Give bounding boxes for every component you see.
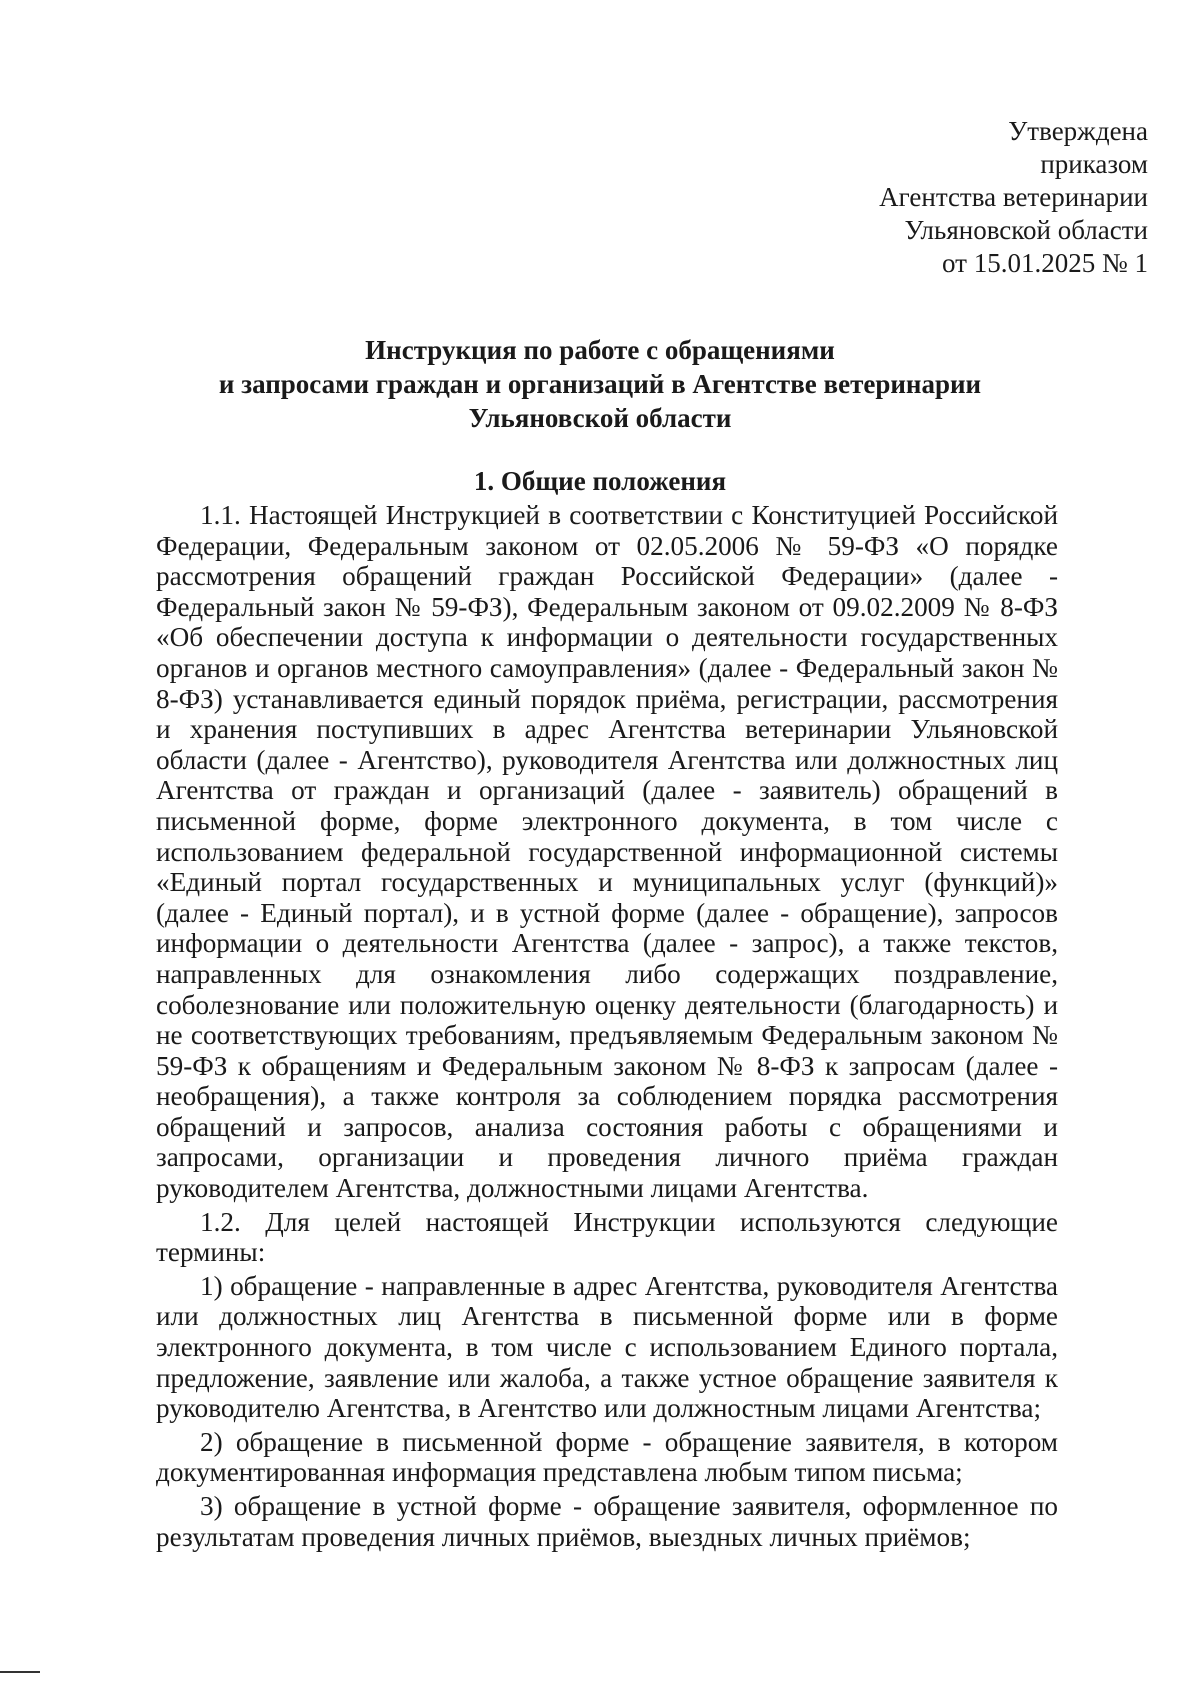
approval-line: Агентства ветеринарии	[879, 182, 1148, 212]
paragraph-1-2: 1.2. Для целей настоящей Инструкции используются следующие термины:	[156, 1206, 1058, 1268]
section-body	[156, 500, 1058, 1555]
title-line: Инструкция по работе с обращениями	[365, 335, 835, 365]
paragraph-term-2: 2) обращение в письменной форме - обращение заявителя, в котором документированная информация представлена любым типом письма;	[156, 1426, 1058, 1488]
approval-stamp	[628, 115, 1148, 280]
approval-line: от 15.01.2025 № 1	[942, 248, 1148, 278]
paragraph-1-1: 1.1. Настоящей Инструкцией в соответствии с Конституцией Российской Федерации, Федеральным законом от 02.05.2006 № 59-ФЗ «О порядке рассмотрения обращений граждан Российской Федерации» (далее - Федеральный закон № 59-ФЗ), Федеральным законом от 09.02.2009 № 8-ФЗ «Об обеспечении доступа к информации о деятельности государственных органов и органов местного самоуправления» (далее - Федеральный закон № 8-ФЗ) устанавливается единый порядок приёма, регистрации, рассмотрения и хранения поступивших в адрес Агентства ветеринарии Ульяновской области (далее - Агентство), руководителя Агентства или должностных лиц Агентства от граждан и организаций (далее - заявитель) обращений в письменной форме, форме электронного документа, в том числе с использованием федеральной государственной информационной системы «Единый портал государственных и муниципальных услуг (функций)» (далее - Единый портал), и в устной форме (далее - обращение), запросов информации о деятельности Агентства (далее - запрос), а также текстов, направленных для ознакомления либо содержащих поздравление, соболезнование или положительную оценку деятельности (благодарность) и не соответствующих требованиям, предъявляемым Федеральным законом № 59-ФЗ к обращениям и Федеральным законом № 8-ФЗ к запросам (далее - необращения), а также контроля за соблюдением порядка рассмотрения обращений и запросов, анализа состояния работы с обращениями и запросами, организации и проведения личного приёма граждан руководителем Агентства, должностными лицами Агентства.	[156, 500, 1058, 1204]
approval-line: Утверждена	[1008, 116, 1148, 146]
paragraph-term-3: 3) обращение в устной форме - обращение заявителя, оформленное по результатам проведения личных приёмов, выездных личных приёмов;	[156, 1491, 1058, 1552]
document-title	[150, 333, 1050, 435]
paragraph-term-1: 1) обращение - направленные в адрес Агентства, руководителя Агентства или должностных лиц Агентства в письменной форме или в форме электронного документа, в том числе с использованием Единого портала, предложение, заявление или жалоба, а также устное обращение заявителя к руководителю Агентства, в Агентство или должностным лицами Агентства;	[156, 1270, 1058, 1424]
footer-rule	[0, 1671, 40, 1673]
approval-line: Ульяновской области	[904, 215, 1148, 245]
title-line: Ульяновской области	[468, 403, 732, 433]
section-heading: 1. Общие положения	[473, 466, 727, 496]
approval-line: приказом	[1040, 149, 1148, 179]
title-line: и запросами граждан и организаций в Агентстве ветеринарии	[218, 369, 982, 399]
